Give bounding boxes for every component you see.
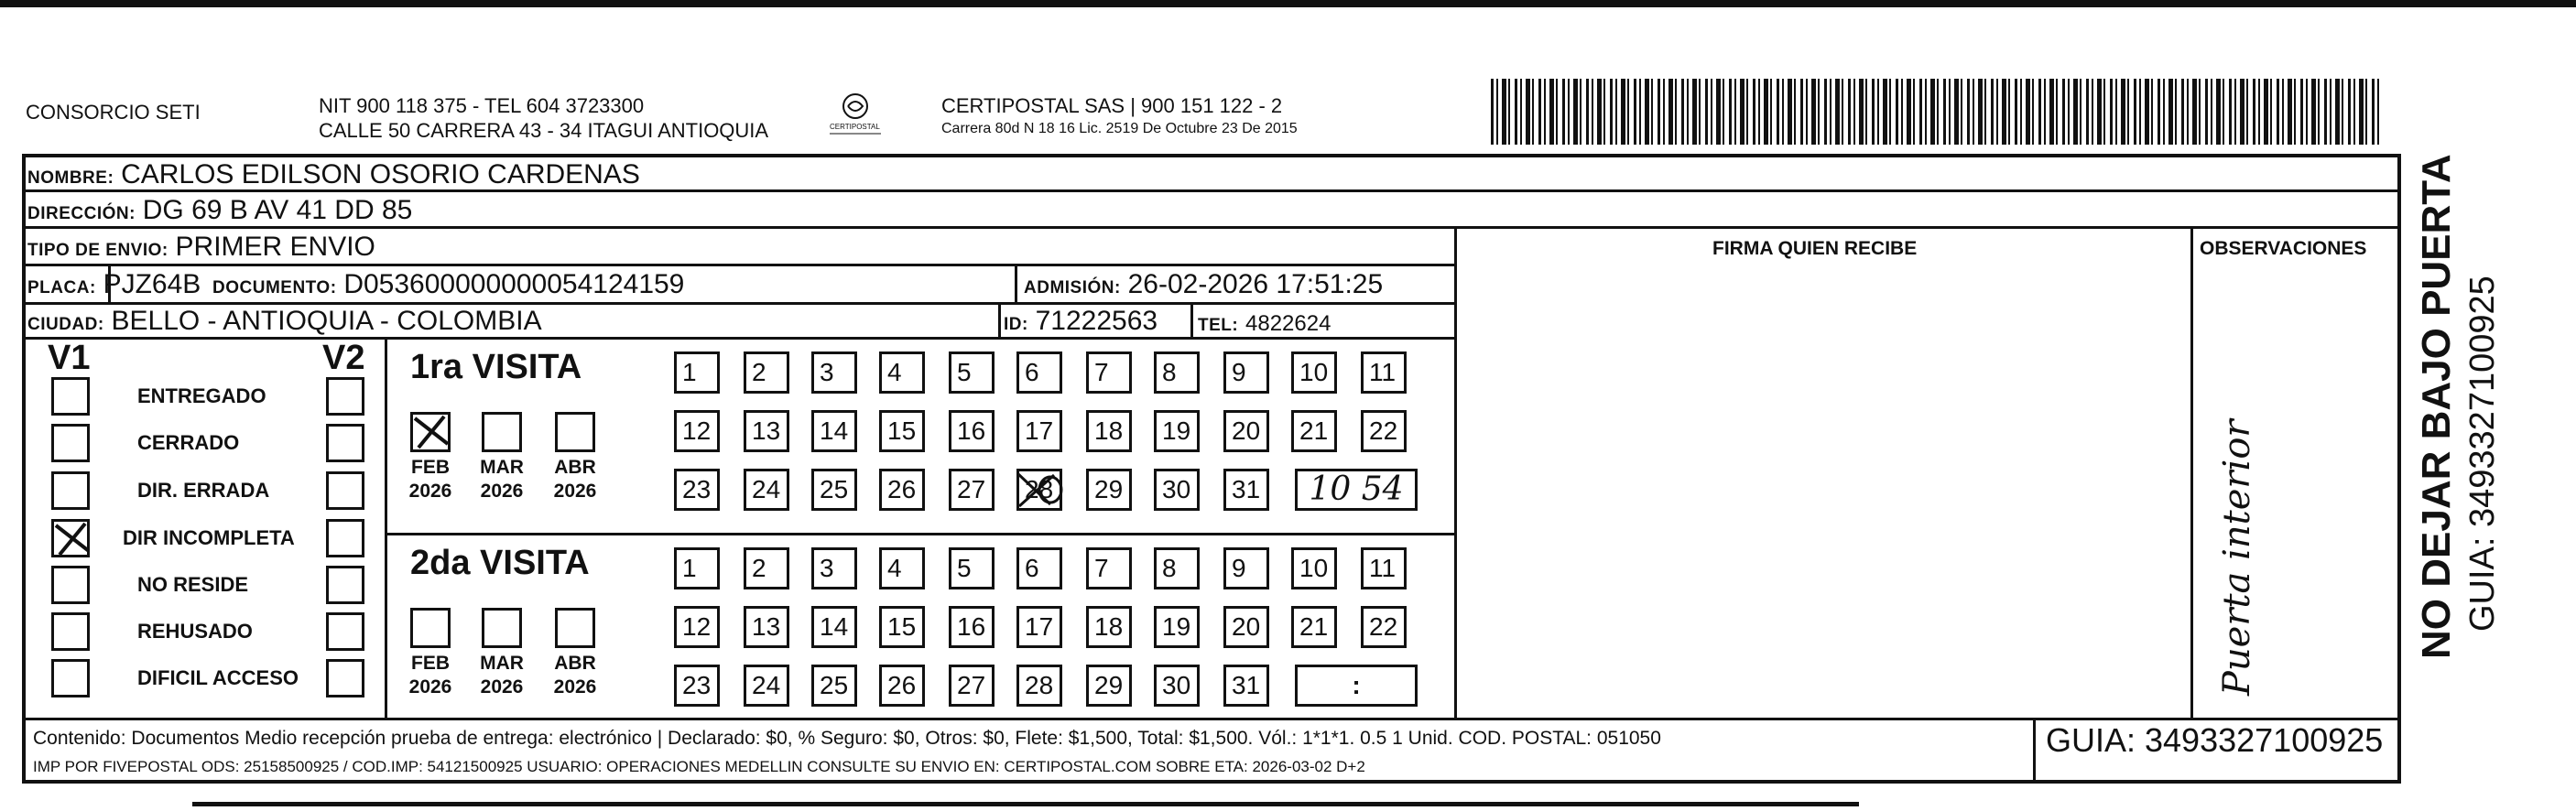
status-label: REHUSADO: [137, 620, 253, 643]
v2-status-checkbox[interactable]: [326, 566, 364, 604]
day-cell[interactable]: 1: [674, 547, 720, 589]
day-cell[interactable]: 22: [1361, 410, 1407, 452]
day-cell[interactable]: 31: [1223, 469, 1269, 511]
month-checkbox[interactable]: [555, 412, 595, 452]
day-cell[interactable]: 7: [1086, 547, 1132, 589]
tel-row: [1198, 309, 1331, 335]
side-guia: GUIA: 3493327100925: [2463, 276, 2502, 632]
day-cell[interactable]: 12: [674, 410, 720, 452]
day-cell[interactable]: 3: [811, 547, 857, 589]
day-cell[interactable]: 19: [1154, 410, 1200, 452]
day-cell[interactable]: 24: [744, 665, 789, 707]
placa-value: PJZ64B: [103, 269, 201, 299]
month-name: ABR: [554, 653, 596, 674]
rule-visit-split: [385, 533, 1454, 535]
day-cell[interactable]: 9: [1223, 351, 1269, 394]
footer-contents: Contenido: Documentos Medio recepción prueba de entrega: electrónico | Declarado: $0, % Seguro: $0, Otros: $0, Flete: $1,500, Total: $1,500. Vól.: 1*1*1. 0.5 1 Unid. COD. POSTAL: 051050: [33, 728, 1661, 749]
month-name: ABR: [554, 457, 596, 478]
barcode: [1491, 79, 2381, 145]
day-cell[interactable]: 31: [1223, 665, 1269, 707]
month-year: 2026: [408, 676, 452, 697]
tipo-value: PRIMER ENVIO: [175, 232, 375, 262]
admision-value: 26-02-2026 17:51:25: [1127, 269, 1384, 299]
v2-status-checkbox[interactable]: [326, 659, 364, 697]
bottom-rule: [192, 802, 1859, 806]
day-cell[interactable]: 4: [879, 547, 925, 589]
footer-print-info: IMP POR FIVEPOSTAL ODS: 25158500925 / COD.IMP: 54121500925 USUARIO: OPERACIONES MEDELLIN CONSULTE SU ENVIO EN: CERTIPOSTAL.COM SOBRE ETA: 2026-03-02 D+2: [33, 758, 1365, 775]
day-cell[interactable]: 5: [949, 547, 995, 589]
rule-3: [22, 264, 1454, 266]
v1-header: V1: [48, 339, 91, 377]
day-mark-icon: [1014, 468, 1065, 512]
day-cell[interactable]: 24: [744, 469, 789, 511]
ciudad-row: [27, 308, 542, 335]
day-cell[interactable]: 23: [674, 665, 720, 707]
nombre-label: NOMBRE:: [27, 168, 114, 188]
day-cell[interactable]: 1: [674, 351, 720, 394]
month-label: [474, 456, 529, 503]
day-cell[interactable]: 17: [1016, 606, 1062, 648]
footer-guia: GUIA: 3493327100925: [2046, 721, 2384, 759]
rule-footer: [22, 718, 2401, 720]
check-mark-icon: [52, 518, 92, 558]
month-name: MAR: [480, 457, 524, 478]
day-cell[interactable]: 9: [1223, 547, 1269, 589]
day-cell[interactable]: 16: [949, 410, 995, 452]
company-address: CALLE 50 CARRERA 43 - 34 ITAGUI ANTIOQUIA: [319, 119, 769, 142]
visit-title: 1ra VISITA: [410, 348, 582, 386]
split-visits: [385, 337, 387, 718]
day-cell[interactable]: 13: [744, 606, 789, 648]
day-cell[interactable]: 3: [811, 351, 857, 394]
month-label: [548, 652, 603, 699]
day-cell[interactable]: 20: [1223, 410, 1269, 452]
id-value: 71222563: [1035, 306, 1158, 336]
check-mark-icon: [411, 411, 451, 451]
ciudad-value: BELLO - ANTIOQUIA - COLOMBIA: [111, 306, 542, 336]
v1-status-checkbox[interactable]: [51, 519, 90, 557]
certipostal-nit: CERTIPOSTAL SAS | 900 151 122 - 2: [941, 94, 1283, 117]
day-cell[interactable]: 10: [1291, 351, 1337, 394]
day-cell[interactable]: 18: [1086, 410, 1132, 452]
split-tel: [1190, 302, 1193, 337]
tel-label: TEL:: [1198, 316, 1239, 335]
day-cell[interactable]: 27: [949, 665, 995, 707]
month-label: [403, 652, 458, 699]
day-cell[interactable]: 11: [1361, 351, 1407, 394]
day-cell[interactable]: 20: [1223, 606, 1269, 648]
split-footer-guia: [2033, 718, 2036, 784]
day-cell[interactable]: 19: [1154, 606, 1200, 648]
day-cell[interactable]: 16: [949, 606, 995, 648]
month-year: 2026: [553, 676, 597, 697]
certipostal-logo: [824, 90, 886, 143]
month-name: FEB: [411, 457, 450, 478]
day-cell[interactable]: 8: [1154, 547, 1200, 589]
direccion-row: [27, 197, 412, 224]
v2-header: V2: [322, 339, 365, 377]
rule-1: [22, 189, 2401, 192]
tel-value: 4822624: [1245, 311, 1331, 336]
v1-status-checkbox[interactable]: [51, 659, 90, 697]
month-label: [403, 456, 458, 503]
day-cell[interactable]: 18: [1086, 606, 1132, 648]
v2-status-checkbox[interactable]: [326, 377, 364, 416]
month-year: 2026: [553, 481, 597, 502]
month-checkbox[interactable]: [482, 412, 522, 452]
rule-5: [22, 337, 1454, 340]
documento-value: D053600000000054124159: [343, 269, 685, 299]
ciudad-label: CIUDAD:: [27, 315, 104, 334]
day-cell[interactable]: 27: [949, 469, 995, 511]
month-label: [474, 652, 529, 699]
month-year: 2026: [408, 481, 452, 502]
company-nit: NIT 900 118 375 - TEL 604 3723300: [319, 94, 645, 117]
month-checkbox[interactable]: [555, 608, 595, 648]
rule-2: [22, 226, 2401, 229]
day-cell[interactable]: 5: [949, 351, 995, 394]
month-checkbox[interactable]: [410, 412, 451, 452]
day-cell[interactable]: 14: [811, 410, 857, 452]
guide-frame: [22, 154, 2401, 784]
documento-label: DOCUMENTO:: [212, 278, 337, 297]
no-dejar-warning: NO DEJAR BAJO PUERTA: [2414, 154, 2459, 659]
time-field[interactable]: 10 54: [1295, 469, 1418, 511]
tipo-row: [27, 233, 375, 261]
visit-title: 2da VISITA: [410, 544, 590, 582]
day-cell[interactable]: 2: [744, 351, 789, 394]
day-cell[interactable]: 14: [811, 606, 857, 648]
day-cell[interactable]: 6: [1016, 351, 1062, 394]
day-cell[interactable]: 2: [744, 547, 789, 589]
day-cell[interactable]: 12: [674, 606, 720, 648]
month-checkbox[interactable]: [410, 608, 451, 648]
certipostal-license: Carrera 80d N 18 16 Lic. 2519 De Octubre 23 De 2015: [941, 121, 1298, 136]
company-name: CONSORCIO SETI: [26, 101, 201, 124]
placa-row: [27, 271, 201, 298]
id-label: ID:: [1004, 315, 1028, 334]
split-id: [998, 302, 1001, 337]
v2-status-checkbox[interactable]: [326, 612, 364, 651]
day-cell[interactable]: 21: [1291, 606, 1337, 648]
status-label: CERRADO: [137, 431, 240, 454]
status-label: NO RESIDE: [137, 573, 249, 596]
nombre-value: CARLOS EDILSON OSORIO CARDENAS: [121, 159, 640, 189]
month-year: 2026: [480, 676, 524, 697]
day-cell[interactable]: 7: [1086, 351, 1132, 394]
v2-status-checkbox[interactable]: [326, 471, 364, 510]
col-split-firma: [1454, 226, 1457, 718]
day-cell[interactable]: 15: [879, 410, 925, 452]
time-field[interactable]: :: [1295, 665, 1418, 707]
day-cell[interactable]: 29: [1086, 469, 1132, 511]
direccion-label: DIRECCIÓN:: [27, 204, 136, 223]
observaciones-header: OBSERVACIONES: [2200, 238, 2367, 259]
day-cell[interactable]: 8: [1154, 351, 1200, 394]
day-cell[interactable]: 10: [1291, 547, 1337, 589]
rule-4: [22, 302, 1454, 305]
day-cell[interactable]: 30: [1154, 469, 1200, 511]
day-cell[interactable]: 11: [1361, 547, 1407, 589]
day-cell[interactable]: 25: [811, 469, 857, 511]
top-rule: [0, 0, 2576, 7]
month-label: [548, 456, 603, 503]
v1-status-checkbox[interactable]: [51, 471, 90, 510]
col-split-obs: [2190, 226, 2193, 718]
day-cell[interactable]: 15: [879, 606, 925, 648]
day-cell[interactable]: 26: [879, 469, 925, 511]
v1-status-checkbox[interactable]: [51, 612, 90, 651]
v1-status-checkbox[interactable]: [51, 566, 90, 604]
month-name: MAR: [480, 653, 524, 674]
documento-row: [212, 271, 684, 298]
logo-text: CERTIPOSTAL: [830, 123, 880, 131]
status-label: DIFICIL ACCESO: [137, 666, 299, 689]
handwritten-note: Puerta interior: [2216, 419, 2258, 696]
v1-status-checkbox[interactable]: [51, 424, 90, 462]
status-label: DIR. ERRADA: [137, 479, 270, 502]
day-cell[interactable]: 28: [1016, 469, 1062, 511]
month-checkbox[interactable]: [482, 608, 522, 648]
month-year: 2026: [480, 481, 524, 502]
day-cell[interactable]: 6: [1016, 547, 1062, 589]
split-admision: [1015, 264, 1017, 302]
day-cell[interactable]: 30: [1154, 665, 1200, 707]
nombre-row: [27, 161, 640, 189]
id-row: [1004, 308, 1158, 335]
status-label: DIR INCOMPLETA: [123, 526, 295, 549]
status-label: ENTREGADO: [137, 384, 266, 407]
day-cell[interactable]: 25: [811, 665, 857, 707]
month-name: FEB: [411, 653, 450, 674]
day-cell[interactable]: 4: [879, 351, 925, 394]
admision-label: ADMISIÓN:: [1024, 278, 1121, 297]
v2-status-checkbox[interactable]: [326, 519, 364, 557]
firma-header: FIRMA QUIEN RECIBE: [1712, 238, 1918, 259]
v1-status-checkbox[interactable]: [51, 377, 90, 416]
day-cell[interactable]: 17: [1016, 410, 1062, 452]
direccion-value: DG 69 B AV 41 DD 85: [142, 195, 413, 225]
day-cell[interactable]: 28: [1016, 665, 1062, 707]
day-cell[interactable]: 23: [674, 469, 720, 511]
day-cell[interactable]: 21: [1291, 410, 1337, 452]
day-cell[interactable]: 26: [879, 665, 925, 707]
day-cell[interactable]: 22: [1361, 606, 1407, 648]
placa-label: PLACA:: [27, 278, 96, 297]
v2-status-checkbox[interactable]: [326, 424, 364, 462]
tipo-label: TIPO DE ENVIO:: [27, 241, 168, 260]
observaciones-handwriting: [2198, 419, 2399, 705]
admision-row: [1024, 271, 1383, 298]
day-cell[interactable]: 29: [1086, 665, 1132, 707]
day-cell[interactable]: 13: [744, 410, 789, 452]
rule-pad: [22, 264, 24, 266]
